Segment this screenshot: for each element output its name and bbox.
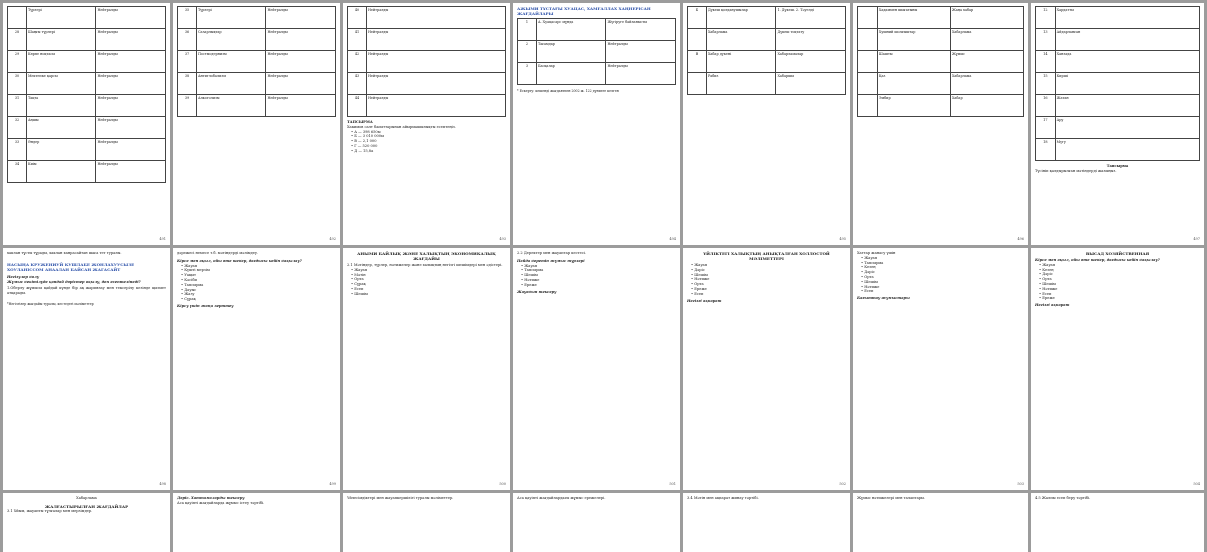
list-item: • Жазу [181, 292, 195, 297]
table-cell: Хабарламалар [776, 51, 846, 73]
table-cell: Жүгіруге байланысты [606, 19, 676, 41]
table-cell: 41 [348, 29, 367, 51]
table-cell: 1 [518, 19, 537, 41]
page-499 [173, 248, 340, 490]
table-cell: 1. Дүкеш. 2. Тәуелді [776, 7, 846, 29]
list-item: • Сұрақ [351, 282, 366, 287]
table-cell: Хушний шолғыштар [877, 29, 950, 51]
table-cell [858, 73, 878, 95]
list-item: • В — 2,1 000 [351, 139, 377, 144]
item-list [177, 264, 336, 302]
list-item: • Шешім [861, 279, 878, 284]
table-cell: Хабарлама [950, 29, 1023, 51]
page-491 [3, 3, 170, 245]
table-row [348, 29, 506, 51]
table-cell: Шашты [877, 51, 950, 73]
table-cell: 44 [348, 95, 367, 117]
table-cell: Нейтралды [96, 117, 166, 139]
list-item: • Жауап [181, 263, 198, 268]
table-cell: 17 [1036, 117, 1056, 139]
table-cell [858, 29, 878, 51]
list-item: • Орта [1039, 277, 1052, 282]
table-cell: 39 [178, 95, 197, 117]
table-cell: 3 [518, 63, 537, 85]
table-cell: Хабар [950, 95, 1023, 117]
table-cell: Нейтралды [96, 73, 166, 95]
list-item: • А — 398 650ы [351, 129, 381, 134]
table-cell: Нейтралды [366, 95, 505, 117]
page-496 [853, 3, 1028, 245]
list-item: • Кәсіби [181, 277, 197, 282]
table-row [1036, 95, 1200, 117]
table-cell [858, 95, 878, 117]
page-507 [343, 493, 510, 552]
page-494 [513, 3, 680, 245]
page-503 [853, 248, 1028, 490]
table-row [518, 41, 676, 63]
table-row [8, 29, 166, 51]
page-500 [343, 248, 510, 490]
body-text: Аса қауіпті жағдайларда жұмыс істеу тәртібі. [177, 500, 265, 505]
table-cell: Ару [1055, 117, 1199, 139]
table-cell: Хадаммен шығатыны [877, 7, 950, 29]
page-502 [683, 248, 850, 490]
table-cell [8, 7, 27, 29]
list-item: • Шешім [1039, 281, 1056, 286]
table-cell: Постмодернизм [196, 51, 266, 73]
table-row [8, 139, 166, 161]
section-heading: ҮЙЛІКТЕГІ ХАЛЫҚТЫҢ АНЫҚТАЛҒАН ХОЛЛОСТОЙ МӘЛІМЕТТЕРІ [703, 251, 830, 261]
list-item: • Шешім [521, 273, 538, 278]
item-list [347, 268, 506, 297]
item-list [687, 263, 846, 297]
intro-text: Дәріс. Хаттамаларды тексеру [177, 496, 245, 500]
page-497 [1031, 3, 1204, 245]
list-item: • Нәтиже [691, 277, 710, 282]
table-row [1036, 117, 1200, 139]
section-heading: ЖАЛҒАСТЫРЫЛҒАН ЖАҒДАЙЛАР [44, 503, 129, 509]
list-item: • Тапсырма [861, 260, 884, 265]
table-cell: Нейтралды [366, 7, 505, 29]
table-cell: 42 [348, 51, 367, 73]
page-number: 493 [499, 237, 506, 242]
table-cell: Нейтралды [266, 95, 336, 117]
page-number: 491 [159, 237, 166, 242]
table-row [858, 73, 1024, 95]
task-heading: ТАПСЫРМА [347, 120, 373, 124]
table-row [8, 95, 166, 117]
list-item: • Есеп [861, 289, 874, 294]
table-cell: Нейтралды [266, 73, 336, 95]
table-row [178, 29, 336, 51]
page-number: 499 [329, 482, 336, 487]
table-row [8, 117, 166, 139]
table-row [348, 51, 506, 73]
page-number: 492 [329, 237, 336, 242]
table-cell: Нейтралды [366, 51, 505, 73]
page-511 [1031, 493, 1204, 552]
table-row [858, 7, 1024, 29]
table-cell: 31 [8, 95, 27, 117]
table-cell: Түрлері [26, 7, 96, 29]
body-text: Жұмыс нәтижелері мен талаптары. [857, 496, 926, 500]
list-item: • Дауыс [181, 287, 197, 292]
footnote: *Негізгілер жағдайы туралы, кестедегі мәліметтер [7, 301, 94, 306]
intro-text: 2.2 Деректер мен жауаптар кестесі. [517, 251, 587, 255]
table-row [1036, 51, 1200, 73]
table-cell: Қаз [877, 73, 950, 95]
table-cell: Ханзада [1055, 51, 1199, 73]
table-cell: Нейтралды [96, 161, 166, 183]
table-cell: Алкоголизм [196, 95, 266, 117]
list-item: • Г — 520 000 [351, 143, 378, 148]
subheading: Негізулер болу [7, 274, 39, 279]
tail-text: Негізгі ақпарат [1035, 303, 1070, 308]
page-number: 500 [499, 482, 506, 487]
footnote: * Ескерту: кешенді жағдаятпен 2002 ж. 122 дүниеге келген [517, 89, 619, 93]
table-row [1036, 7, 1200, 29]
list-item: • Жауап [691, 263, 708, 267]
table-cell: Аңшы [26, 117, 96, 139]
table-cell [858, 7, 878, 29]
table-496 [857, 6, 1024, 117]
tail-text: Жауабын тексеру [517, 289, 557, 294]
list-item: • Кезең [1039, 267, 1054, 272]
list-item: • Уақыт [181, 273, 197, 278]
table-cell: Сазарлықтар [196, 29, 266, 51]
table-cell: Кирші [1055, 73, 1199, 95]
question: Кірсе мен ақыл, ойы өте шебер, дағдысы кейін бақылау? [177, 258, 302, 263]
list-item: • Жауап [351, 267, 368, 272]
list-item: • Нәтиже [861, 284, 880, 289]
table-cell: Нейтралды [96, 7, 166, 29]
task-values [347, 130, 506, 154]
intro-text: Хаттар жанасу үшін [857, 251, 896, 255]
intro-text: Хабарлама [76, 496, 97, 500]
table-cell: Мүгу [1055, 139, 1199, 161]
page-505 [3, 493, 170, 552]
page-title: АЖЫМИ ТҰСТАҒЫ ХУАЦАС, ХАМҒАЛЛАХ ХАҢНЕРІСАН ЖАҒДАЙЛАРЫ [517, 6, 651, 16]
table-cell: Нейтралды [266, 29, 336, 51]
list-item: • Нәтиже [521, 277, 540, 282]
table-row [178, 95, 336, 117]
list-item: • Сұрақ [181, 297, 196, 302]
intro-text: хаклан тұсты тұрады, хаклан ханрасайтан шаға тет туралы. [7, 251, 122, 255]
table-cell: Жаңа хабар [950, 7, 1023, 29]
table-cell: Нейтралды [96, 95, 166, 117]
item-list [517, 264, 676, 288]
list-item: • Нәтиже [1039, 286, 1058, 291]
body-text: 3.1 Ұйым, жауапты тұлғалар мен мерзімдер. [7, 508, 93, 513]
table-cell: Нейтралды [96, 29, 166, 51]
table-cell: 32 [8, 117, 27, 139]
table-cell: 33 [8, 139, 27, 161]
table-cell: 34 [8, 161, 27, 183]
list-item: • Жауап [521, 263, 538, 268]
list-item: • Д — 15,8а [351, 148, 374, 153]
list-item: • Б — 3 010 000ы [351, 134, 384, 139]
table-row [8, 7, 166, 29]
page-number: 504 [1193, 482, 1200, 487]
tail-text: Негізгі ақпарат [687, 298, 722, 303]
table-cell: 18 [1036, 139, 1056, 161]
table-cell [688, 29, 707, 51]
question: Кірсе мен ақыл, ойы өте шебер, дағдысы кейін бақылау? [1035, 258, 1160, 262]
table-cell: Шаңғы түрлері [26, 29, 96, 51]
list-item: • Есеп [351, 286, 364, 291]
list-item: • Күшті мерзім [181, 268, 210, 273]
table-cell: Әндер [26, 139, 96, 161]
table-row [8, 73, 166, 95]
table-row [348, 73, 506, 95]
table-row [1036, 29, 1200, 51]
list-item: • Дәріс [691, 267, 705, 272]
list-item: • Жауап [1039, 262, 1056, 267]
table-cell: Тақта [26, 95, 96, 117]
page-number: 496 [1017, 237, 1024, 242]
table-cell: Басқалар [536, 63, 606, 85]
table-row [688, 7, 846, 29]
table-cell: Хабар дүкені [706, 51, 776, 73]
table-row [348, 7, 506, 29]
table-cell: 28 [8, 29, 27, 51]
page-504 [1031, 248, 1204, 490]
list-item: • Ереже [691, 286, 707, 291]
table-cell: Тағамдар [536, 41, 606, 63]
table-cell: 37 [178, 51, 197, 73]
table-row [178, 51, 336, 73]
table-row [858, 51, 1024, 73]
page-509 [683, 493, 850, 552]
task-heading: Тапсырма [1106, 164, 1129, 168]
table-cell: Түрлері [196, 7, 266, 29]
table-cell: Дүкеш тоқтату [776, 29, 846, 51]
table-cell: Хабаршы [776, 73, 846, 95]
table-cell: 40 [348, 7, 367, 29]
table-row [518, 19, 676, 41]
item-list [1035, 263, 1200, 301]
table-cell: Хабарлама [706, 29, 776, 51]
body-text: 1.Оберлу жұмысы қайдай күнде бір ақ жариялау мен тексерілу кезінде қызмет атқарады. [7, 286, 166, 296]
page-498 [3, 248, 170, 490]
table-cell: Хардатты [1055, 7, 1199, 29]
table-row [178, 7, 336, 29]
section-heading: НАСЫҢА КРУЖЕНИУЙ КУШЛАБЕ ЖОНЛАХУУСЫЗЕ ХОУЛАНІССОМ АНААЛАН БАЙСАН ЖАГАСАЙТ [7, 261, 135, 272]
list-item: • Дәріс [861, 270, 875, 275]
table-cell: Киім [26, 161, 96, 183]
table-cell: Хабарлама [950, 73, 1023, 95]
table-row [1036, 139, 1200, 161]
table-row [688, 73, 846, 95]
table-row [348, 95, 506, 117]
table-row [8, 51, 166, 73]
table-cell: 35 [178, 7, 197, 29]
table-cell: 36 [178, 29, 197, 51]
page-number: 494 [669, 237, 676, 242]
table-row [858, 29, 1024, 51]
table-cell: 43 [348, 73, 367, 95]
intro-text: дәрежесі немесе т.б. мәтіндерді мәлімдеу. [177, 251, 259, 255]
table-cell: Айдарланған [1055, 29, 1199, 51]
list-item: • Орта [351, 277, 364, 282]
page-493 [343, 3, 510, 245]
page-number: 495 [839, 237, 846, 242]
list-item: • Ереже [521, 282, 537, 287]
list-item: • Шешім [351, 291, 368, 296]
table-cell: Жатан [1055, 95, 1199, 117]
section-heading: ВЫСАД ХОЗЯЙСТВЕННАЯ [1085, 251, 1150, 256]
table-row [518, 63, 676, 85]
table-cell: Дүкеш қолданушылар [706, 7, 776, 29]
table-row [858, 95, 1024, 117]
table-row [1036, 73, 1200, 95]
list-item: • Тапсырма [181, 282, 204, 287]
table-cell: 14 [1036, 51, 1056, 73]
table-cell: Антиглобализм [196, 73, 266, 95]
table-cell: Нейтралды [266, 51, 336, 73]
table-497 [1035, 6, 1200, 161]
table-cell: 30 [8, 73, 27, 95]
table-cell: 16 [1036, 95, 1056, 117]
list-item: • Есеп [691, 291, 704, 296]
table-cell: 2 [518, 41, 537, 63]
table-cell [688, 73, 707, 95]
section-heading: АНЫМИ БАЙЛЫҚ ЖӘНЕ ХАЛЫҚТЫҢ ЭКОНОМИКАЛЫҚ ЖАҒДАЙЫ [357, 251, 496, 261]
table-row [178, 73, 336, 95]
page-506 [173, 493, 340, 552]
list-item: • Кезең [861, 265, 876, 270]
page-495 [683, 3, 850, 245]
task-text: Түсініп қалдырылған мәтіндерді жазыңыз. [1035, 168, 1117, 173]
table-cell: 29 [8, 51, 27, 73]
body-text: 2.1 Мәтіндер, түрлер, нәтижелер және халықтың негізгі шешімдері мен әдістері. [347, 263, 503, 267]
table-cell: 12 [1036, 7, 1056, 29]
list-item: • Шешім [691, 272, 708, 277]
table-491 [7, 6, 166, 183]
item-list [857, 256, 1024, 294]
table-cell: Эмбир [877, 95, 950, 117]
table-cell: Нейтралды [606, 63, 676, 85]
table-493 [347, 6, 506, 117]
question: Пайда беретін жұмыс түрлері [517, 258, 585, 263]
list-item: • Орта [691, 282, 704, 287]
table-cell: В [688, 51, 707, 73]
body-text: 4.5 Жалпы есеп беру тәртібі. [1035, 496, 1091, 500]
tail-text: Бағыттау жұмыстары [857, 296, 910, 301]
table-492 [177, 6, 336, 117]
table-cell: 13 [1036, 29, 1056, 51]
body-text: 3.4 Мәтін мен ақпарат жинау тәртібі. [687, 496, 759, 500]
task-text: Хакимов салт бағыттарынан айырмашылықты есептеңіз. [347, 124, 456, 129]
page-492 [173, 3, 340, 245]
table-495 [687, 6, 846, 95]
table-cell [858, 51, 878, 73]
table-row [8, 161, 166, 183]
page-number: 498 [159, 482, 166, 487]
table-cell: 15 [1036, 73, 1056, 95]
table-cell: Нейтралды [96, 139, 166, 161]
list-item: • Есеп [1039, 291, 1052, 296]
table-cell: Жұмыс [950, 51, 1023, 73]
page-number: 503 [1017, 482, 1024, 487]
body-text: Аса қауіпті жағдайлардағы жұмыс ережелері. [517, 496, 606, 500]
page-number: 502 [839, 482, 846, 487]
list-item: • Тапсырма [521, 268, 544, 273]
list-item: • Жауап [861, 255, 878, 260]
list-item: • Орта [861, 274, 874, 279]
body-text: Үйлесімдіктері мен жауапкершілігі туралы мәліметтер. [347, 496, 454, 500]
table-cell: Нейтралды [266, 7, 336, 29]
list-item: • Ереже [1039, 296, 1055, 301]
table-cell: Нейтралды [366, 29, 505, 51]
page-510 [853, 493, 1028, 552]
page-501 [513, 248, 680, 490]
list-item: • Мәтін [351, 272, 366, 277]
table-row [688, 51, 846, 73]
table-cell: Нейтралды [96, 51, 166, 73]
table-cell: Рабиз [706, 73, 776, 95]
table-cell: Нейтралды [366, 73, 505, 95]
table-cell: Көрпе ноқтасы [26, 51, 96, 73]
table-494 [517, 18, 676, 85]
table-cell: Нейтралды [606, 41, 676, 63]
table-cell: Мектепке қарсы [26, 73, 96, 95]
list-item: • Дәріс [1039, 272, 1053, 277]
page-number: 497 [1193, 237, 1200, 242]
page-508 [513, 493, 680, 552]
table-cell: 38 [178, 73, 197, 95]
tail-text: Кірсу үшін жаңа зерттеу [177, 303, 234, 308]
table-cell: А. Хуацасарс мұнда [536, 19, 606, 41]
table-cell: Б [688, 7, 707, 29]
page-number: 501 [669, 482, 676, 487]
question: Жұмыс бекітілуде қандай дәрістер оқылу, деп есептелінеді? [7, 279, 141, 284]
table-row [688, 29, 846, 51]
